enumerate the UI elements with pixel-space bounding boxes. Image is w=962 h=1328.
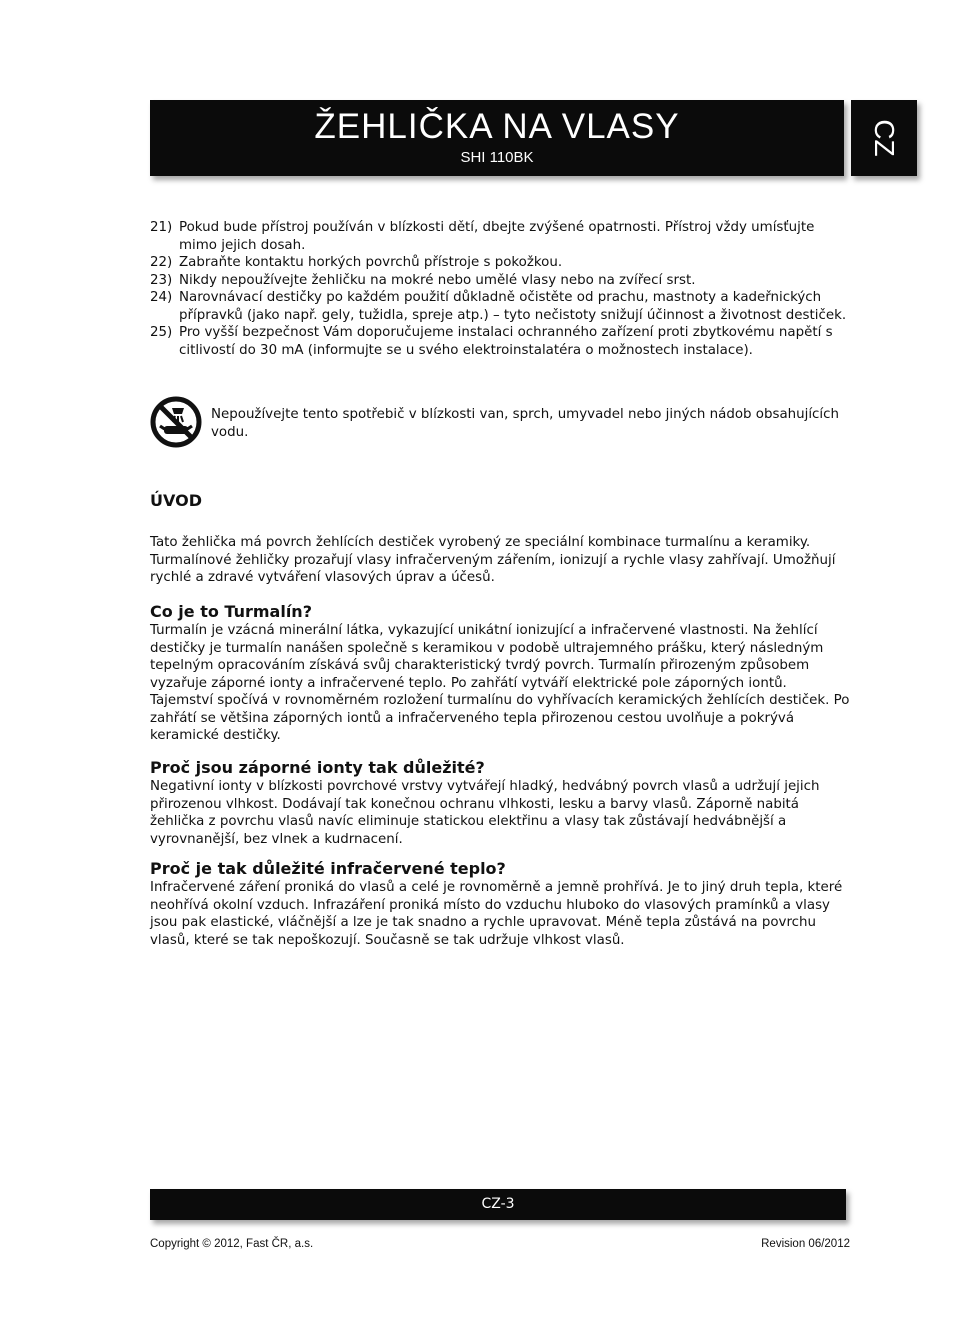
safety-instructions: [150, 219, 850, 359]
no-water-icon: [150, 396, 202, 448]
negative-ions-text: Negativní ionty v blízkosti povrchové vrstvy vytvářejí hladký, hedvábný povrch vlasů a udržují jejich přirozenou vlhkost. Dodávají tak konečnou ochranu vlhkosti, lesku a barvy vlasů. Záporně nabitá žehlička z povrchu vlasů navíc eliminuje statickou elektřinu a vlasy tak zůstávají hedvábnější a vyrovnanější, bez vlnek a kudrnacení.: [150, 779, 820, 847]
warning-text: Nepoužívejte tento spotřebič v blízkosti van, sprch, umyvadel nebo jiných nádob obsahujících vodu.: [211, 407, 839, 440]
item-text: Nikdy nepoužívejte žehličku na mokré nebo umělé vlasy nebo na zvířecí srst.: [179, 272, 696, 288]
tourmaline-text: Turmalín je vzácná minerální látka, vykazující unikátní ionizující a infračervené vlastnosti. Na žehlící destičky je turmalín nanášen společně s keramikou v podobě ultrajemného prášku, který následným tepelným opracováním získává svůj charakteristický tvrdý povrch. Turmalín přirozeným způsobem vyzařuje záporné ionty a infračervené teplo. Po zahřátí vytváří elektrické pole záporných iontů. Tajemství spočívá v rovnoměrném rozložení turmalínu do vyhřívacích keramických žehlících destiček. Po zahřátí se většina záporných iontů a infračerveného tepla přirozenou cestou uvolňuje a pokrývá keramické destičky.: [150, 623, 850, 743]
language-tab-label: CZ: [869, 119, 900, 157]
list-item: [150, 272, 850, 290]
model-subtitle: SHI 110BK: [460, 149, 534, 166]
negative-ions-heading: Proč jsou záporné ionty tak důležité?: [150, 758, 485, 777]
infrared-text: Infračervené záření proniká do vlasů a celé je rovnoměrně a jemně prohřívá. Je to jiný druh tepla, které neohřívá okolní vzduch. Infrazáření proniká místo do vzduchu hluboko do vlasových pramínků a vlasy jsou pak elastické, vláčnější a lze je tak snadno a rychle upravovat. Méně tepla zůstává na povrchu vlasů, které se tak nepoškozují. Současně se tak udržuje vlhkost vlasů.: [150, 880, 843, 948]
intro-section: [150, 491, 850, 587]
page-title: ŽEHLIČKA NA VLASY: [314, 107, 680, 146]
footer-bar: [150, 1189, 846, 1220]
item-text: Pro vyšší bezpečnost Vám doporučujeme instalaci ochranného zařízení proti zbytkovému napětí s citlivostí do 30 mA (informujte se u svého elektroinstalatéra o možnostech instalace).: [179, 325, 833, 358]
item-number: 24): [150, 290, 173, 305]
copyright: Copyright © 2012, Fast ČR, a.s.: [150, 1238, 314, 1250]
list-item: [150, 219, 850, 254]
item-text: Zabraňte kontaktu horkých povrchů přístroje s pokožkou.: [179, 255, 563, 270]
item-number: 23): [150, 272, 173, 288]
language-tab: [851, 100, 917, 176]
intro-heading: ÚVOD: [150, 491, 202, 510]
item-text: Pokud bude přístroj používán v blízkosti dětí, dbejte zvýšené opatrnosti. Přístroj vždy umísťujte mimo jejich dosah.: [179, 220, 815, 253]
header-bar: [150, 100, 844, 176]
safety-list: [150, 219, 850, 359]
tourmaline-section: [150, 602, 850, 745]
infrared-section: [150, 859, 850, 949]
water-warning: [150, 396, 850, 450]
item-number: 21): [150, 220, 173, 235]
revision: Revision 06/2012: [761, 1238, 850, 1250]
page-number: CZ-3: [481, 1196, 515, 1212]
negative-ions-section: [150, 758, 850, 848]
item-number: 22): [150, 255, 173, 270]
infrared-heading: Proč je tak důležité infračervené teplo?: [150, 859, 506, 878]
item-text: Narovnávací destičky po každém použití důkladně očistěte od prachu, mastnoty a kadeřnických přípravků (jako např. gely, tužidla, spreje atp.) – tyto nečistoty snižují účinnost a životnost destiček.: [179, 290, 847, 323]
item-number: 25): [150, 325, 173, 340]
tourmaline-heading: Co je to Turmalín?: [150, 602, 312, 621]
list-item: [150, 254, 850, 272]
list-item: [150, 289, 850, 324]
intro-text: Tato žehlička má povrch žehlících destiček vyrobený ze speciální kombinace turmalínu a keramiky. Turmalínové žehličky prozařují vlasy infračerveným zářením, ionizují a rychle vlasy zahřívají. Umožňují rychlé a zdravé vytváření vlasových úprav a účesů.: [150, 535, 836, 585]
list-item: [150, 324, 850, 359]
